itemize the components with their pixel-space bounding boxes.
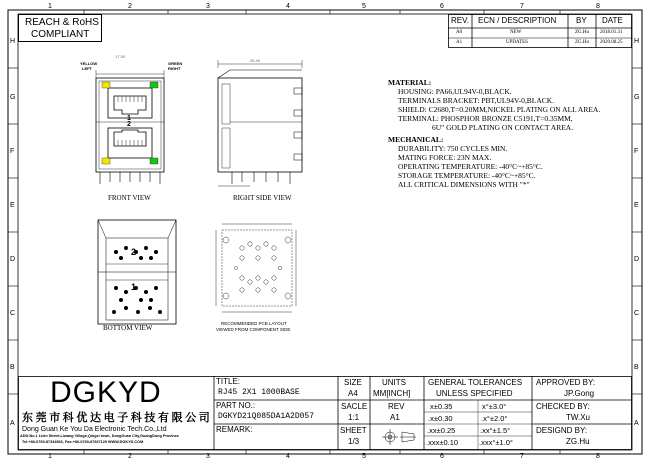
- col-label: 1: [48, 453, 52, 460]
- material-line: 6U" GOLD PLATING ON CONTACT AREA.: [432, 123, 574, 132]
- row-label: C: [634, 310, 640, 317]
- sheet-value: 1/3: [348, 437, 360, 446]
- col-label: 4: [286, 3, 290, 10]
- material-line: TERMINALS BRACKET: PBT,UL94V-0,BLACK.: [398, 96, 555, 105]
- row-label: B: [10, 364, 15, 371]
- col-label: 8: [596, 453, 600, 460]
- company-address: ADD:No.1 Lixin Street,Liwang Village,Qingxi town, DongGuan City,GuangDong Province: [20, 434, 179, 438]
- projection-symbol-icon: [382, 429, 416, 445]
- port-number: 2: [127, 121, 131, 128]
- tolerance-title: GENERAL TOLERANCES: [428, 378, 523, 387]
- tolerance-angular: .xxx°±1.0°: [479, 438, 513, 447]
- led-left-label: LEFT: [82, 66, 92, 71]
- designed-value: ZG.Hu: [566, 437, 590, 446]
- rev-value: A1: [390, 413, 400, 422]
- col-label: 6: [440, 453, 444, 460]
- pcb-layout-label: RECOMMENDED PCB LAYOUT: [221, 321, 287, 326]
- front-width-dim: 17.30: [115, 54, 126, 59]
- row-label: E: [10, 202, 15, 209]
- col-label: 1: [48, 3, 52, 10]
- revision-table: [448, 14, 632, 48]
- scale-value: 1:1: [348, 413, 360, 422]
- led-yellow-icon: [102, 158, 110, 164]
- port-number: 2: [131, 247, 137, 257]
- col-label: 2: [128, 453, 132, 460]
- compliance-line2: COMPLIANT: [31, 29, 90, 40]
- ecn-cell: UPDATES: [506, 40, 528, 45]
- company-name-en: Dong Guan Ke You Da Electronic Tech.Co.,Ltd: [22, 426, 167, 433]
- col-label: 8: [596, 3, 600, 10]
- pcb-layout-drawing: [212, 220, 302, 324]
- size-label: SIZE: [344, 378, 362, 387]
- mechanical-line: STORAGE TEMPERATURE: -40°C~+85°C.: [398, 171, 536, 180]
- tolerance-subtitle: UNLESS SPECIFIED: [436, 389, 513, 398]
- port-number: 1: [131, 282, 137, 292]
- col-label: 6: [440, 3, 444, 10]
- led-right-label: RIGHT: [168, 66, 181, 71]
- col-label: 5: [362, 453, 366, 460]
- compliance-box: [18, 14, 102, 42]
- front-view-label: FRONT VIEW: [108, 194, 151, 202]
- row-label: F: [10, 148, 15, 155]
- part-no-label: PART NO.:: [216, 401, 256, 410]
- rev-label: REV: [388, 402, 405, 411]
- company-name-cn: 东莞市科优达电子科技有限公司: [22, 412, 213, 424]
- mechanical-line: ALL CRITICAL DIMENSIONS WITH "*": [398, 180, 530, 189]
- units-value: MM[INCH]: [373, 389, 411, 398]
- tolerance-angular: x°±3.0°: [482, 402, 507, 411]
- col-label: 4: [286, 453, 290, 460]
- row-label: D: [10, 256, 16, 263]
- date-cell: 2018.01.31: [600, 30, 623, 35]
- title-label: TITLE:: [216, 377, 241, 386]
- sheet-label: SHEET: [340, 426, 367, 435]
- col-label: 2: [128, 3, 132, 10]
- row-label: H: [10, 38, 16, 45]
- col-label: 7: [520, 453, 524, 460]
- col-label: 3: [206, 3, 210, 10]
- row-label: A: [634, 420, 639, 427]
- mechanical-line: MATING FORCE: 23N MAX.: [398, 153, 492, 162]
- ecn-header: ECN / DESCRIPTION: [478, 16, 557, 25]
- bottom-view-drawing: [92, 216, 182, 328]
- material-line: HOUSING: PA66,UL94V-0,BLACK.: [398, 87, 512, 96]
- checked-label: CHECKED BY:: [536, 402, 590, 411]
- led-yellow-icon: [102, 82, 110, 88]
- bottom-view-label: BOTTOM VIEW: [103, 324, 153, 332]
- pcb-layout-label: VIEWED FROM COMPONENT SIDE: [216, 327, 291, 332]
- size-value: A4: [348, 389, 358, 398]
- row-label: H: [634, 38, 640, 45]
- mechanical-line: DURABILITY: 750 CYCLES MIN.: [398, 144, 508, 153]
- col-label: 5: [362, 3, 366, 10]
- row-label: C: [10, 310, 16, 317]
- tolerance-linear: .xxx±0.10: [426, 438, 459, 447]
- checked-value: TW.Xu: [566, 413, 591, 422]
- col-label: 3: [206, 453, 210, 460]
- led-left-label: YELLOW: [80, 61, 98, 66]
- tolerance-angular: .x°±2.0°: [481, 414, 508, 423]
- port-number: 1: [127, 115, 131, 122]
- material-line: SHIELD: C2680,T=0.20MM,NICKEL PLATING ON ALL AREA.: [398, 105, 601, 114]
- right-side-view-drawing: [210, 58, 310, 190]
- approved-label: APPROVED BY:: [536, 378, 596, 387]
- row-label: G: [10, 94, 16, 101]
- scale-label: SACLE: [341, 402, 368, 411]
- mechanical-title: MECHANICAL:: [388, 135, 444, 144]
- row-label: F: [634, 148, 639, 155]
- by-cell: ZG.Hu: [575, 30, 590, 35]
- date-header: DATE: [602, 16, 623, 25]
- material-title: MATERIAL:: [388, 78, 432, 87]
- tolerance-linear: .xx±0.25: [427, 426, 456, 435]
- company-logo: DGKYD: [50, 376, 162, 409]
- approved-value: JP.Gong: [564, 389, 595, 398]
- title-block: [18, 376, 632, 450]
- units-label: UNITS: [382, 378, 406, 387]
- by-cell: ZG.Hu: [575, 40, 590, 45]
- material-line: TERMINAL: PHOSPHOR BRONZE C5191,T=0.35MM,: [398, 114, 573, 123]
- side-depth-dim: 26.40: [250, 58, 261, 63]
- compliance-line1: REACH & RoHS: [25, 17, 99, 28]
- mechanical-line: OPERATING TEMPERATURE: -40°C~+85°C.: [398, 162, 543, 171]
- company-contact: Tel:+86-0769-87334666, Fax:+86-0769-87667129 WWW.DGKYD.COM: [22, 440, 144, 444]
- col-label: 7: [520, 3, 524, 10]
- row-label: E: [634, 202, 639, 209]
- tolerance-angular: .xx°±1.5°: [480, 426, 511, 435]
- remark-label: REMARK:: [216, 425, 253, 434]
- rev-header: REV.: [451, 16, 469, 25]
- led-green-icon: [150, 82, 158, 88]
- led-green-icon: [150, 158, 158, 164]
- row-label: D: [634, 256, 640, 263]
- row-label: A: [10, 420, 15, 427]
- title-value: RJ45 2X1 1000BASE: [218, 388, 300, 397]
- led-right-label: GREEN: [168, 61, 183, 66]
- row-label: B: [634, 364, 639, 371]
- rev-cell: A1: [456, 40, 463, 45]
- right-side-view-label: RIGHT SIDE VIEW: [233, 194, 292, 202]
- date-cell: 2020.08.25: [600, 40, 623, 45]
- ecn-cell: NEW: [510, 30, 522, 35]
- part-no-value: DGKYD21Q085DA1A2D057: [218, 412, 315, 421]
- rev-cell: A0: [456, 30, 463, 35]
- tolerance-linear: x±0.35: [430, 402, 453, 411]
- designed-label: DESIGND BY:: [536, 426, 588, 435]
- row-label: G: [634, 94, 640, 101]
- by-header: BY: [576, 16, 587, 25]
- tolerance-linear: .x±0.30: [428, 414, 453, 423]
- notes-block: [388, 78, 638, 189]
